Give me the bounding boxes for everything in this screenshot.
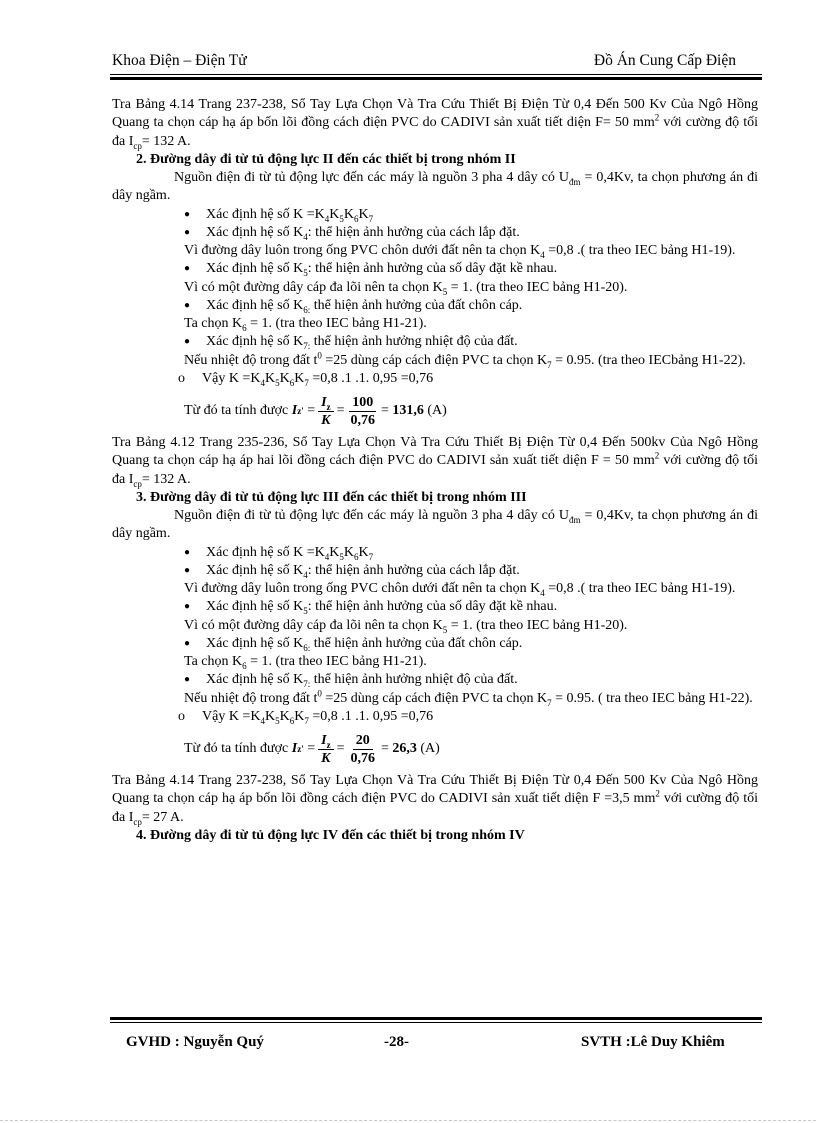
- bullet-item: ● Xác định hệ số $K_{7:}$ thể hiện ảnh hưởng nhiệt độ của đất.: [184, 672, 518, 690]
- bullet-icon: ●: [184, 637, 191, 649]
- paragraph: Nếu nhiệt độ trong đất $t^0 =25$ dùng cáp cách điện PVC ta chọn $K_7 = 0.95$. ( tra theo IEC bảng H1-22).: [184, 687, 753, 708]
- bullet-icon: ●: [184, 601, 191, 613]
- section-heading: 2. Đường dây đi từ tủ động lực II đến các thiết bị trong nhóm II: [136, 151, 516, 167]
- bullet-icon: ●: [184, 674, 191, 686]
- bullet-icon: ●: [184, 208, 191, 220]
- circle-bullet-icon: o: [178, 708, 185, 724]
- header-rule-thin: [110, 74, 762, 75]
- bullet-item: ● Xác định hệ số $K_{6:}$ thể hiện ảnh hưởng của đất chôn cáp.: [184, 635, 523, 653]
- bullet-item: ● Xác định hệ số $K_4$: thể hiện ảnh hưởng của cách lắp đặt.: [184, 224, 520, 242]
- footer-student: SVTH :Lê Duy Khiêm: [581, 1034, 725, 1050]
- bullet-item: ● Xác định hệ số $K_4$: thể hiện ảnh hưởng của cách lắp đặt.: [184, 562, 520, 580]
- paragraph: Nguồn điện đi từ tủ động lực đến các máy là nguồn 3 pha 4 dây có $U_{đm} = 0,4Kv$, ta chọn phương án đi dây ngầm.: [112, 170, 758, 204]
- paragraph: Ta chọn $K_6 = 1$. (tra theo IEC bảng H1-21).: [184, 654, 427, 671]
- sub-bullet-item: o Vậy $K =K_4K_5K_6K_7 =0,8$ .1 .1. 0,95 =0,76: [178, 370, 434, 388]
- page-break-line: [0, 1120, 816, 1121]
- sub-bullet-item: o Vậy $K =K_4K_5K_6K_7 =0,8$ .1 .1. 0,95 =0,76: [178, 708, 434, 726]
- equation: Từ đó ta tính được I z ' = $\frac{I_z}{K}$ = $\frac{100}{0,76}$ = 131,6 (A): [184, 394, 447, 428]
- bullet-item: ● Xác định hệ số $K_{7:}$ thể hiện ảnh hưởng nhiệt độ của đất.: [184, 334, 518, 352]
- paragraph: Vì có một đường dây cáp đa lõi nên ta chọn $K_5 = 1$. (tra theo IEC bảng H1-20).: [184, 617, 628, 635]
- footer-rule-thin: [110, 1022, 762, 1023]
- bullet-icon: ●: [184, 263, 191, 275]
- bullet-icon: ●: [184, 226, 191, 238]
- paragraph: Nguồn điện đi từ tủ động lực đến các máy là nguồn 3 pha 4 dây có $U_{đm} = 0,4Kv$, ta chọn phương án đi dây ngầm.: [112, 508, 758, 542]
- bullet-icon: ●: [184, 299, 191, 311]
- header-faculty: Khoa Điện – Điện Tử: [112, 52, 247, 69]
- bullet-item: ● Xác định hệ số $K_{6:}$ thể hiện ảnh hưởng của đất chôn cáp.: [184, 297, 523, 315]
- section-heading: 3. Đường dây đi từ tủ động lực III đến các thiết bị trong nhóm III: [136, 489, 527, 505]
- bullet-icon: ●: [184, 564, 191, 576]
- paragraph: Vì có một đường dây cáp đa lõi nên ta chọn $K_5 = 1$. (tra theo IEC bảng H1-20).: [184, 279, 628, 297]
- bullet-icon: ●: [184, 336, 191, 348]
- circle-bullet-icon: o: [178, 370, 185, 386]
- paragraph: Tra Bảng 4.14 Trang 237-238, Sổ Tay Lựa Chọn Và Tra Cứu Thiết Bị Điện Từ 0,4 Đến 500 Kv Của Ngô Hồng Quang ta chọn cáp hạ áp bốn lõi đồng cách điện PVC do CADIVI sản xuất tiết diện F =3,5 $mm^2$ với cường độ tối đa $I_{cp}= 27$ A.: [112, 773, 758, 827]
- header-rule-thick: [110, 77, 762, 80]
- section-heading: 4. Đường dây đi từ tủ động lực IV đến các thiết bị trong nhóm IV: [136, 827, 525, 843]
- footer-rule-thick: [110, 1017, 762, 1020]
- bullet-item: ● Xác định hệ số $K =K_4K_5K_6K_7$: [184, 206, 374, 224]
- paragraph: Nếu nhiệt độ trong đất $t^0 =25$ dùng cáp cách điện PVC ta chọn $K_7 = 0.95$. (tra theo IECbảng H1-22).: [184, 349, 746, 370]
- header-project-title: Đồ Án Cung Cấp Điện: [593, 52, 736, 69]
- equation: Từ đó ta tính được I z ' = $\frac{I_z}{K}$ = $\frac{20}{0,76}$ = 26,3 (A): [184, 732, 440, 766]
- paragraph: Vì đường dây luôn trong ống PVC chôn dưới đất nên ta chọn $K_4 =0,8$ .( tra theo IEC bảng H1-19).: [184, 243, 736, 260]
- paragraph: Vì đường dây luôn trong ống PVC chôn dưới đất nên ta chọn $K_4 =0,8$ .( tra theo IEC bảng H1-19).: [184, 581, 736, 598]
- bullet-item: ● Xác định hệ số $K_5$: thể hiện ảnh hưởng của số dây đặt kề nhau.: [184, 599, 558, 617]
- bullet-item: ● Xác định hệ số $K_5$: thể hiện ảnh hưởng của số dây đặt kề nhau.: [184, 261, 558, 279]
- footer-supervisor: GVHD : Nguyễn Quý: [126, 1034, 264, 1050]
- paragraph: Tra Bảng 4.14 Trang 237-238, Sổ Tay Lựa Chọn Và Tra Cứu Thiết Bị Điện Từ 0,4 Đến 500 Kv Của Ngô Hồng Quang ta chọn cáp hạ áp bốn lõi đồng cách điện PVC do CADIVI sản xuất tiết diện F= 50 $mm^2$ với cường độ tối đa $I_{cp}= 132$ A.: [112, 97, 759, 151]
- bullet-icon: ●: [184, 546, 191, 558]
- bullet-item: ● Xác định hệ số $K =K_4K_5K_6K_7$: [184, 544, 374, 562]
- page-body: [112, 96, 758, 845]
- paragraph: Tra Bảng 4.12 Trang 235-236, Sổ Tay Lựa Chọn Và Tra Cứu Thiết Bị Điện Từ 0,4 Đến 500kv Của Ngô Hồng Quang ta chọn cáp hạ áp hai lõi đồng cách điện PVC do CADIVI sản xuất tiết diện F = 50 $mm^2$ với cường độ tối đa $I_{cp}= 132$ A.: [112, 435, 759, 489]
- page-number: -28-: [384, 1034, 409, 1050]
- paragraph: Ta chọn $K_6 = 1$. (tra theo IEC bảng H1-21).: [184, 316, 427, 333]
